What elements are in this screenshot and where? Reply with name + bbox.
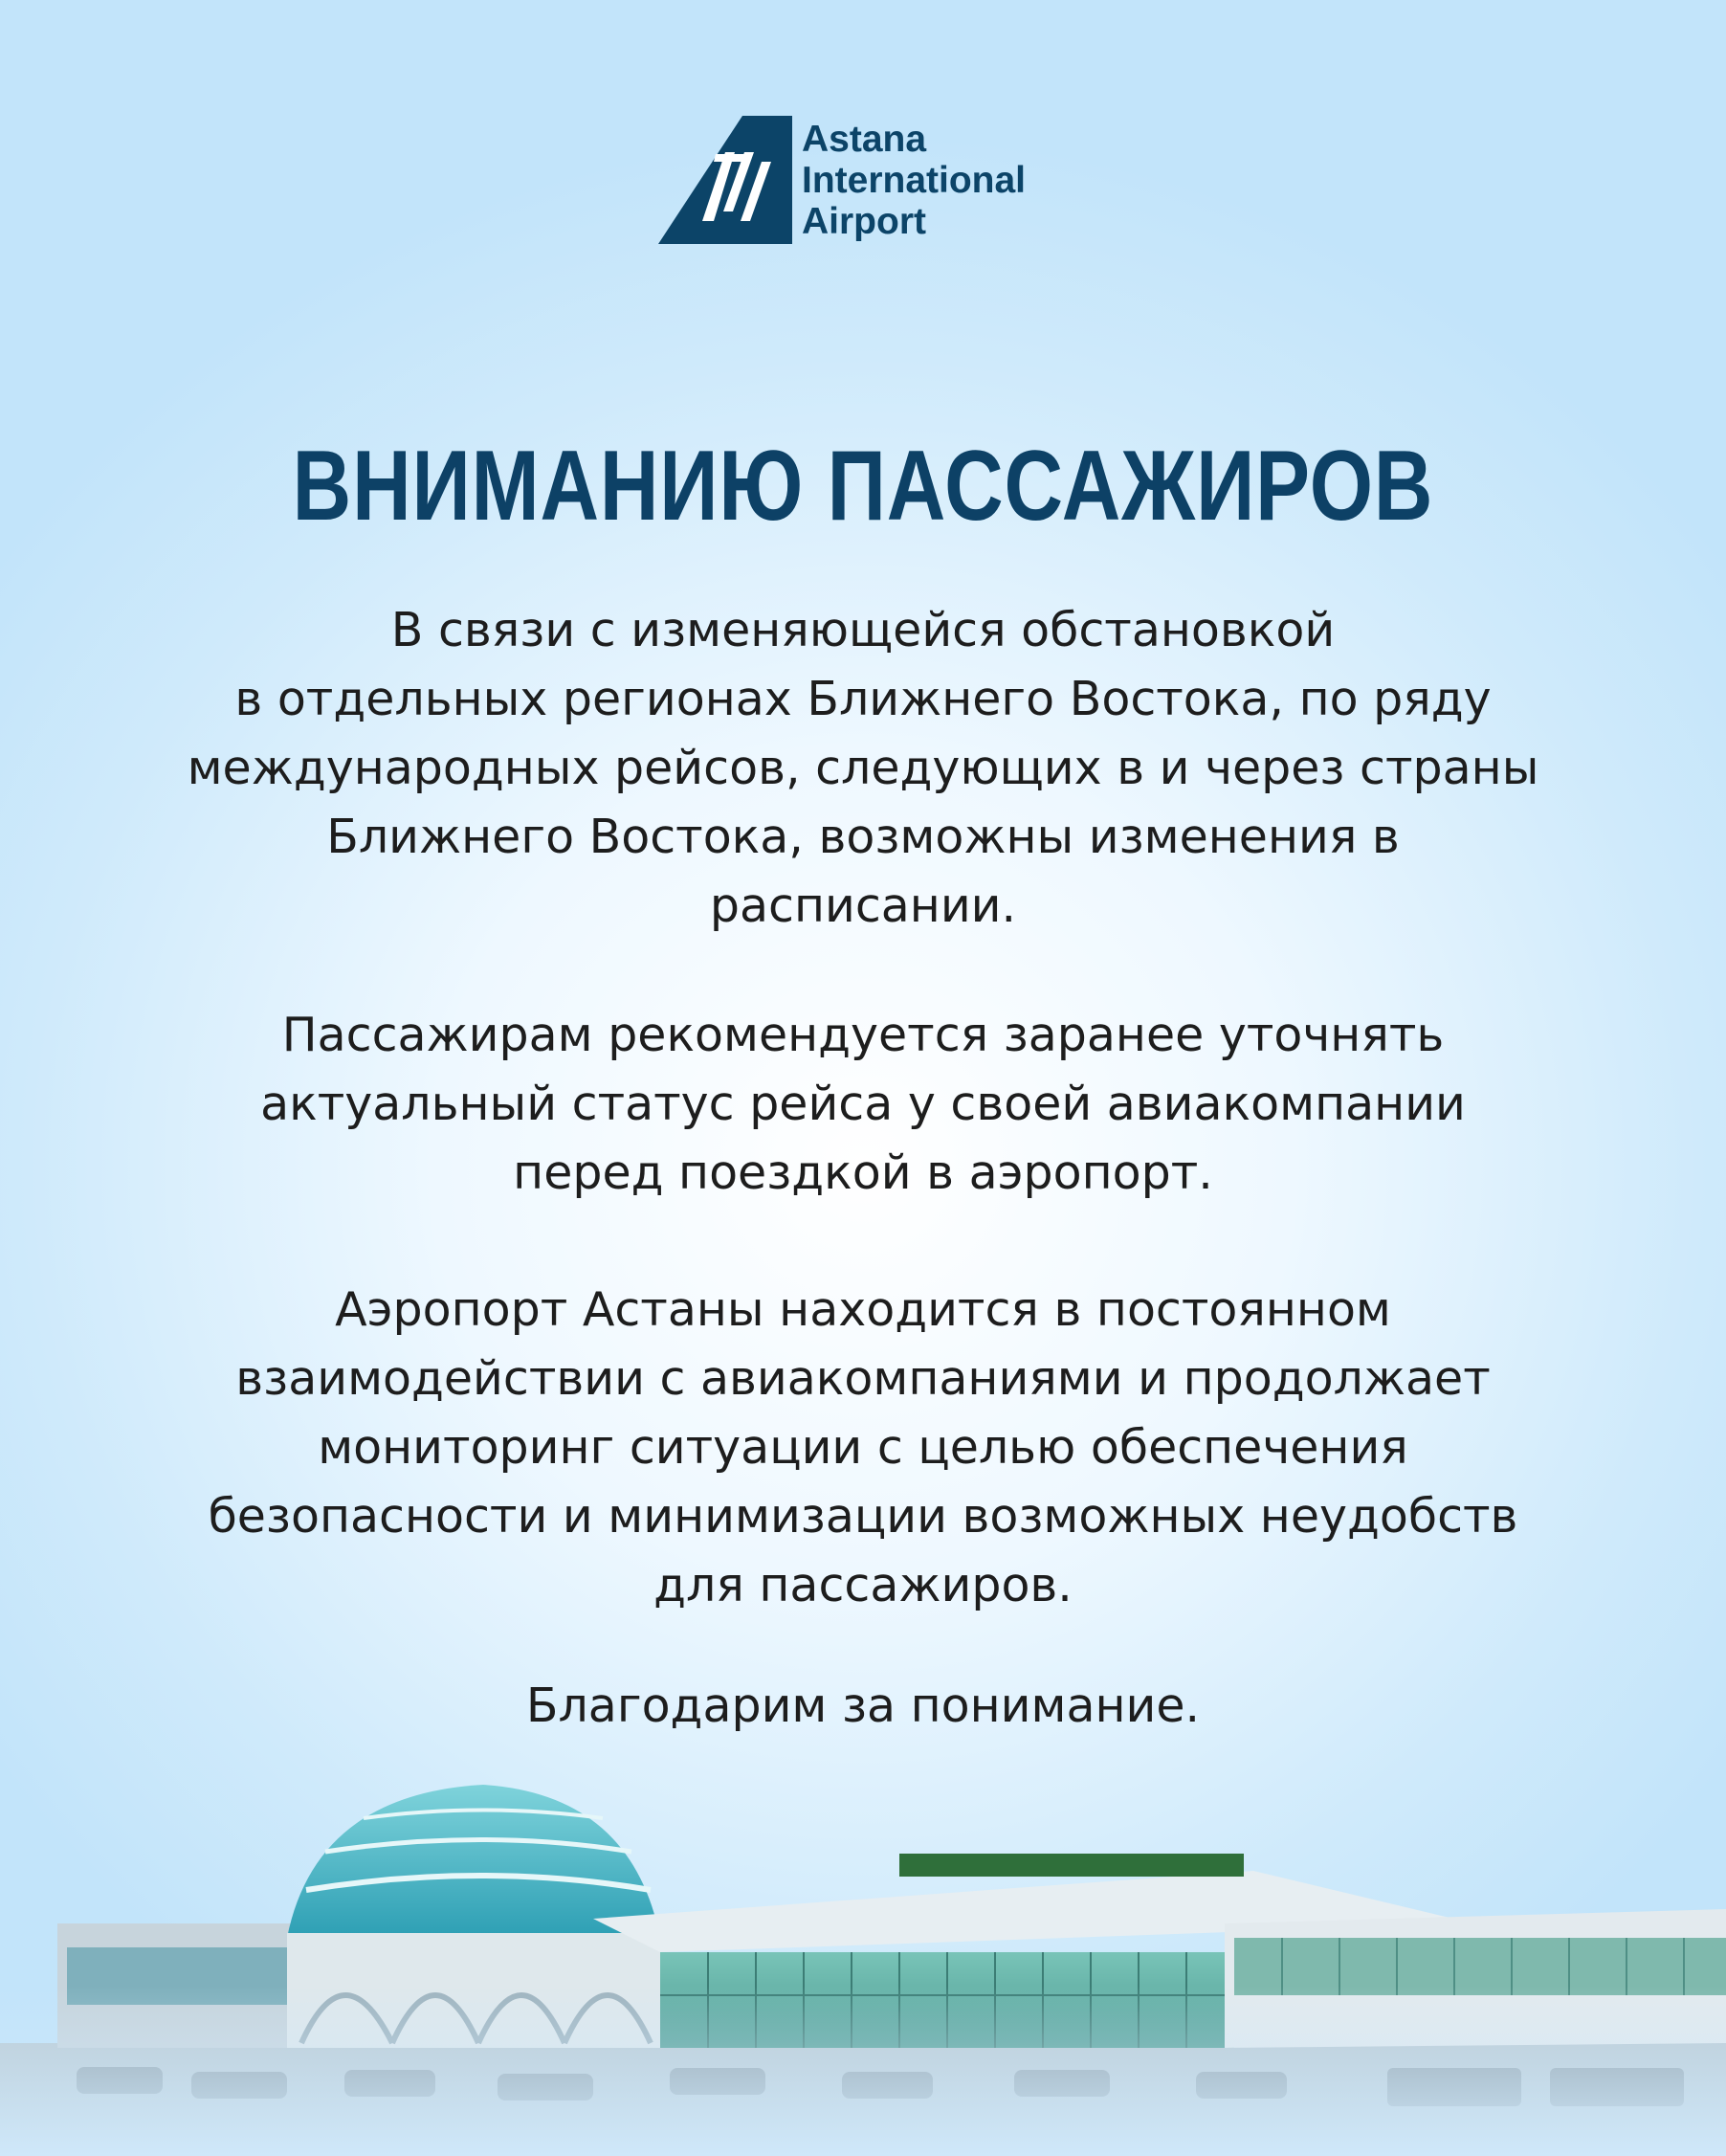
logo-line-1: Astana: [802, 118, 927, 160]
airport-logo-text: [802, 119, 1026, 242]
airport-logo-icon: [658, 116, 792, 244]
paragraph-line: безопасности и минимизации возможных неудобств: [208, 1489, 1518, 1544]
paragraph-line: мониторинг ситуации с целью обеспечения: [318, 1420, 1408, 1475]
paragraph-line: международных рейсов, следующих в и через страны: [187, 741, 1539, 795]
logo-line-3: Airport: [802, 200, 926, 242]
logo-line-2: International: [802, 159, 1027, 201]
paragraph-line: для пассажиров.: [653, 1558, 1073, 1612]
paragraph-line: взаимодействии с авиакомпаниями и продолжает: [235, 1351, 1491, 1406]
notice-title: ВНИМАНИЮ ПАССАЖИРОВ: [292, 431, 1434, 542]
notice-paragraph-1: [86, 596, 1640, 941]
notice-closing: Благодарим за понимание.: [525, 1678, 1201, 1733]
paragraph-line: Аэропорт Астаны находится в постоянном: [335, 1282, 1391, 1337]
terminal-photo: [0, 1756, 1726, 2156]
notice-paragraph-3: [86, 1276, 1640, 1620]
airport-logo: [658, 113, 1079, 247]
paragraph-line: Пассажирам рекомендуется заранее уточнять: [281, 1008, 1445, 1062]
notice-paragraph-2: [86, 1001, 1640, 1208]
paragraph-line: перед поездкой в аэропорт.: [513, 1145, 1213, 1200]
paragraph-line: актуальный статус рейса у своей авиакомпании: [260, 1077, 1466, 1131]
paragraph-line: расписании.: [709, 878, 1017, 933]
paragraph-line: Ближнего Востока, возможны изменения в: [326, 810, 1400, 864]
paragraph-line: в отдельных регионах Ближнего Востока, по ряду: [234, 672, 1492, 726]
paragraph-line: В связи с изменяющейся обстановкой: [390, 603, 1336, 657]
